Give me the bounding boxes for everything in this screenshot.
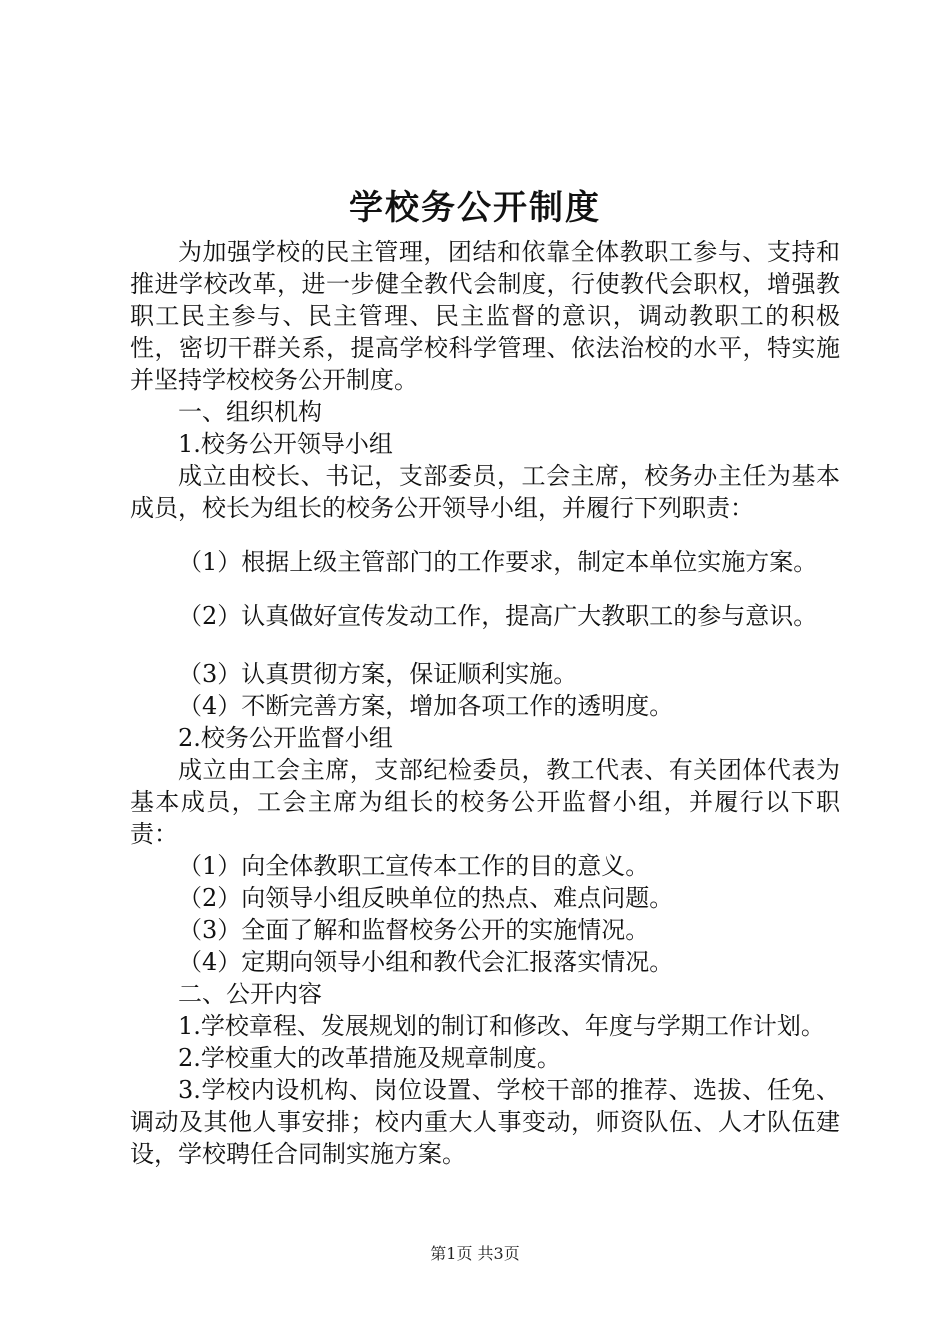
page-footer: 第1页 共3页	[430, 1244, 520, 1263]
list-item: （2）向领导小组反映单位的热点、难点问题。	[178, 884, 674, 912]
list-item: （3）认真贯彻方案，保证顺利实施。	[178, 660, 578, 688]
document-body	[130, 236, 840, 1170]
list-item: （1）根据上级主管部门的工作要求，制定本单位实施方案。	[178, 548, 818, 576]
list-item: 2.学校重大的改革措施及规章制度。	[178, 1044, 561, 1072]
list-item: （4）不断完善方案，增加各项工作的透明度。	[178, 692, 674, 720]
section-heading-content: 二、公开内容	[178, 980, 322, 1008]
paragraph-supervision-group: 成立由工会主席，支部纪检委员，教工代表、有关团体代表为基本成员，工会主席为组长的校务公开监督小组，并履行以下职责：	[130, 756, 840, 848]
section-heading-organization: 一、组织机构	[178, 398, 322, 426]
list-item: （4）定期向领导小组和教代会汇报落实情况。	[178, 948, 674, 976]
list-item: 1.学校章程、发展规划的制订和修改、年度与学期工作计划。	[178, 1012, 825, 1040]
list-item: （3）全面了解和监督校务公开的实施情况。	[178, 916, 650, 944]
subsection-heading-supervision-group: 2.校务公开监督小组	[178, 724, 393, 752]
document-title: 学校务公开制度	[349, 188, 601, 228]
list-item: 3.学校内设机构、岗位设置、学校干部的推荐、选拔、任免、调动及其他人事安排；校内重大人事变动，师资队伍、人才队伍建设，学校聘任合同制实施方案。	[130, 1076, 840, 1168]
list-item: （1）向全体教职工宣传本工作的目的意义。	[178, 852, 650, 880]
paragraph-leadership-group: 成立由校长、书记，支部委员，工会主席，校务办主任为基本成员，校长为组长的校务公开领导小组，并履行下列职责：	[130, 462, 840, 522]
paragraph-intro: 为加强学校的民主管理，团结和依靠全体教职工参与、支持和推进学校改革，进一步健全教代会制度，行使教代会职权，增强教职工民主参与、民主管理、民主监督的意识，调动教职工的积极性，密切干群关系，提高学校科学管理、依法治校的水平，特实施并坚持学校校务公开制度。	[130, 238, 840, 394]
list-item: （2）认真做好宣传发动工作，提高广大教职工的参与意识。	[178, 602, 818, 630]
subsection-heading-leadership-group: 1.校务公开领导小组	[178, 430, 393, 458]
